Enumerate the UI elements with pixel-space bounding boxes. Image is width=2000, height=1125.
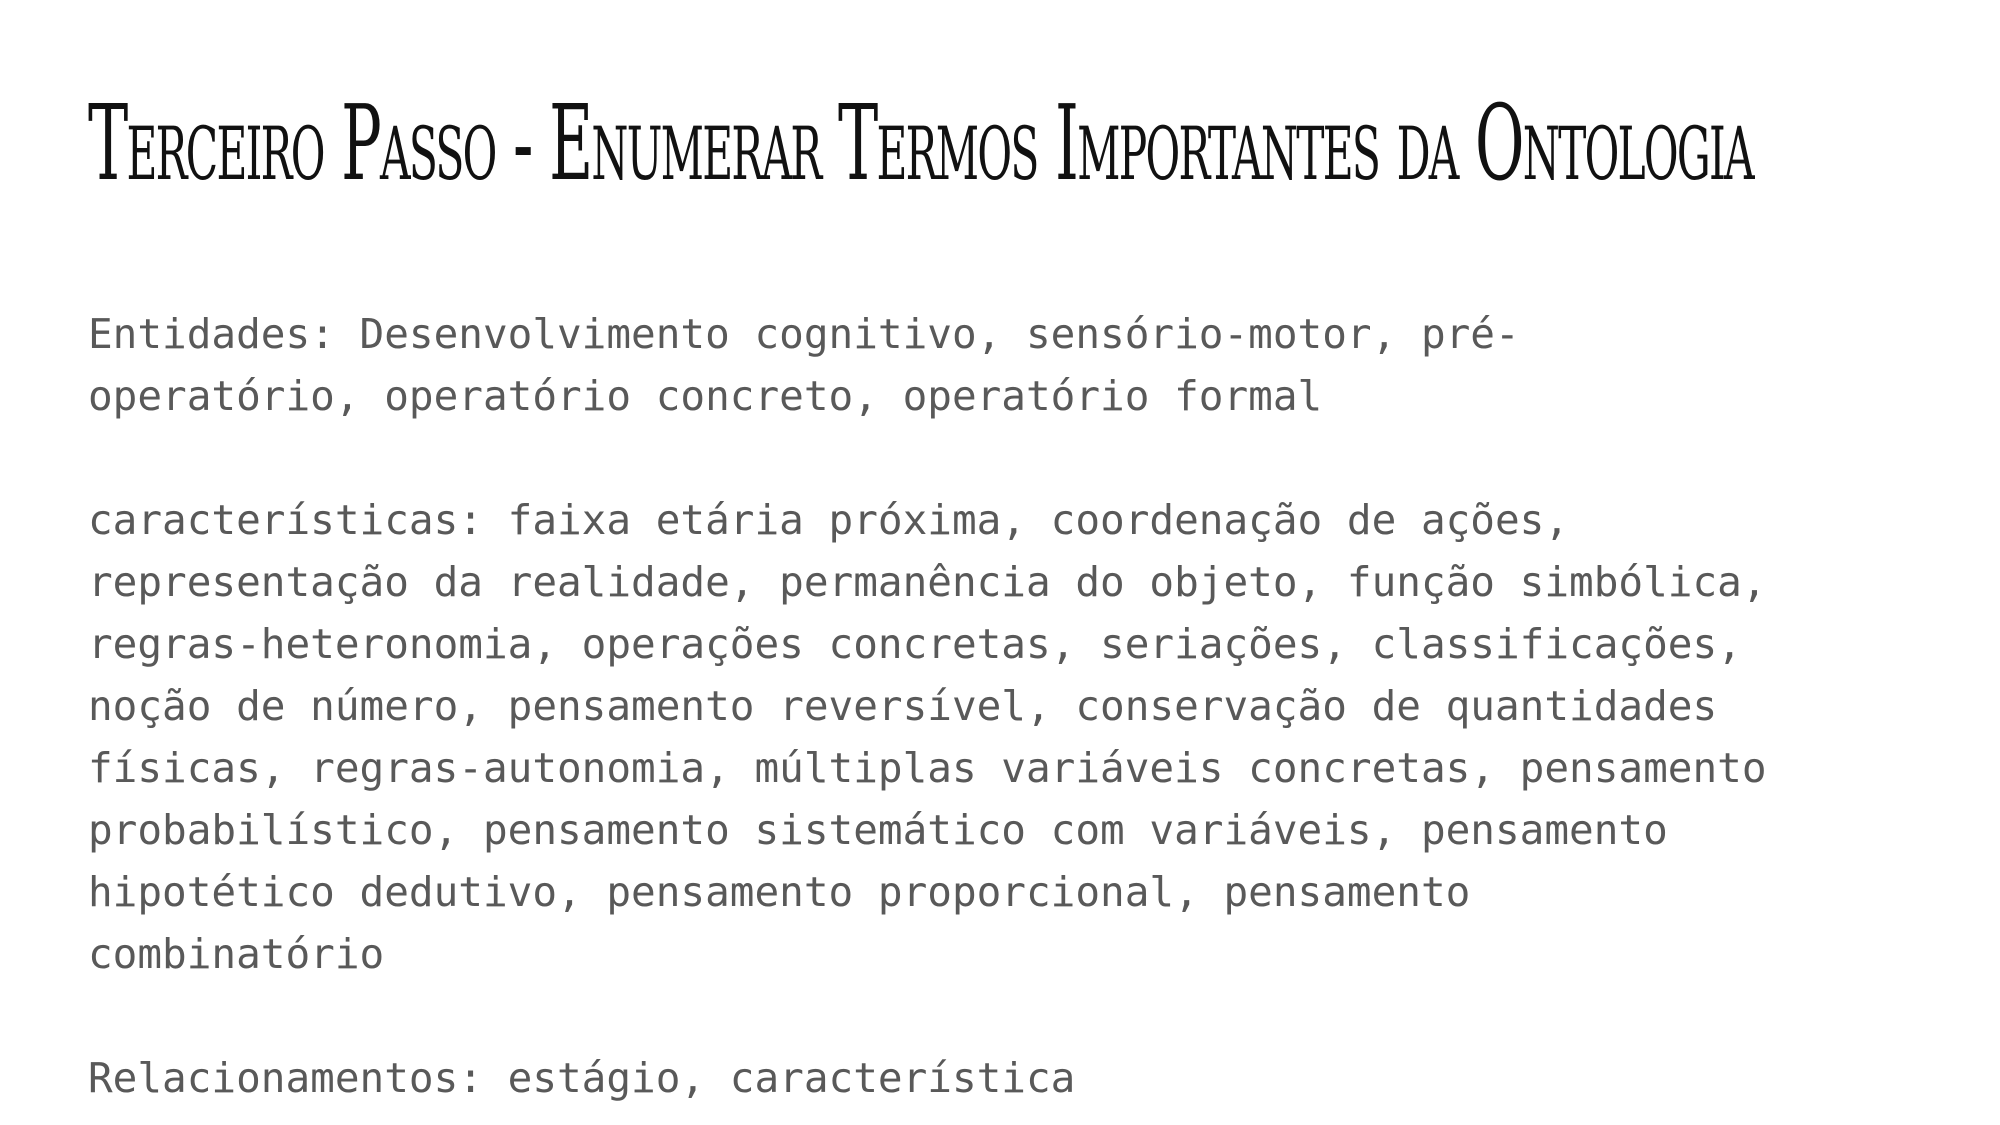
paragraph-relacionamentos [88, 1047, 1938, 1109]
text-line: probabilístico, pensamento sistemático com variáveis, pensamento [88, 806, 1668, 854]
text-line: operatório, operatório concreto, operatório formal [88, 372, 1323, 420]
slide-title: Terceiro Passo - Enumerar Termos Importantes da Ontologia [88, 82, 1753, 204]
paragraph-entidades [88, 303, 1938, 427]
text-line: físicas, regras-autonomia, múltiplas variáveis concretas, pensamento [88, 744, 1767, 792]
text-line: características: faixa etária próxima, coordenação de ações, [88, 496, 1570, 544]
paragraph-caracteristicas [88, 489, 1938, 985]
text-line: combinatório [88, 930, 385, 978]
text-line: regras-heteronomia, operações concretas, seriações, classificações, [88, 620, 1742, 668]
text-line: Entidades: Desenvolvimento cognitivo, sensório-motor, pré- [88, 310, 1520, 358]
text-line: Relacionamentos: estágio, característica [88, 1054, 1076, 1102]
text-line: hipotético dedutivo, pensamento proporcional, pensamento [88, 868, 1471, 916]
text-line: representação da realidade, permanência do objeto, função simbólica, [88, 558, 1767, 606]
text-line: noção de número, pensamento reversível, conservação de quantidades [88, 682, 1718, 730]
slide-body [88, 303, 1938, 1109]
